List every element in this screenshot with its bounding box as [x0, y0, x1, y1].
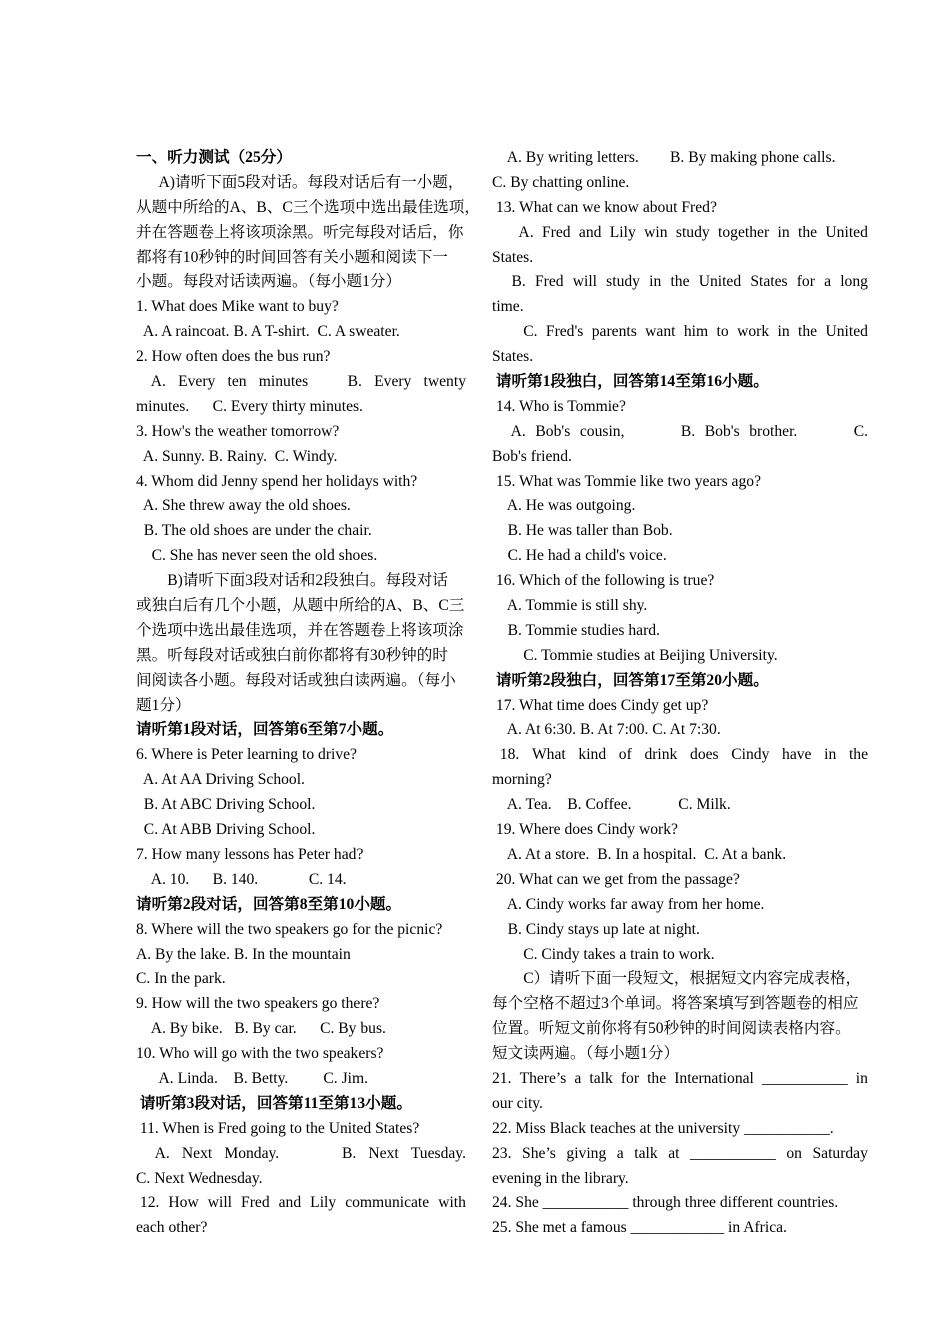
word: Saturday	[812, 1144, 868, 1162]
text-line	[492, 221, 868, 246]
text-line: C. By chatting online.	[492, 173, 630, 191]
text-line: 从题中所给的A、B、C三个选项中选出最佳选项，	[136, 198, 480, 216]
text-line: 或独白后有几个小题，从题中所给的A、B、C三	[136, 597, 465, 615]
text-line: 题1分）	[136, 696, 191, 714]
text-line: B. At ABC Driving School.	[136, 796, 316, 814]
text-line: A. A raincoat. B. A T-shirt. C. A sweater.	[136, 323, 400, 341]
word: communicate	[345, 1194, 430, 1212]
text-line: C. In the park.	[136, 970, 226, 988]
text-line	[492, 1067, 868, 1092]
word: study	[675, 223, 710, 241]
word: Monday.	[224, 1144, 280, 1162]
text-line: B. Cindy stays up late at night.	[492, 920, 700, 938]
text-line: A. At a store. B. In a hospital. C. At a bank.	[492, 845, 787, 863]
text-line: 请听第3段对话，回答第11至第13小题。	[136, 1094, 412, 1112]
text-line	[492, 320, 868, 345]
text-line: minutes. C. Every thirty minutes.	[136, 397, 363, 415]
text-line: 24. She ___________ through three different countries.	[492, 1194, 839, 1212]
text-line: each other?	[136, 1219, 208, 1237]
word: have	[782, 746, 812, 764]
text-line: 2. How often does the bus run?	[136, 348, 331, 366]
left-column	[136, 146, 480, 1241]
text-line: 7. How many lessons has Peter had?	[136, 845, 364, 863]
word: Every	[374, 373, 412, 391]
word: for	[620, 1069, 640, 1087]
word: Fred	[534, 273, 564, 291]
text-line: A. Tommie is still shy.	[492, 597, 648, 615]
text-line: 请听第1段对话，回答第6至第7小题。	[136, 721, 394, 739]
word: minutes	[258, 373, 309, 391]
word: work	[737, 323, 770, 341]
word: will	[207, 1194, 233, 1212]
text-line: 每个空格不超过3个单词。将答案填写到答题卷的相应	[492, 995, 859, 1013]
word: Bob's	[704, 422, 740, 440]
text-line: 间阅读各小题。每段对话或独白读两遍。（每小	[136, 671, 456, 689]
text-line: time.	[492, 298, 524, 316]
word: drink	[644, 746, 678, 764]
text-line: 1. What does Mike want to buy?	[136, 298, 339, 316]
word: Lily	[310, 1194, 337, 1212]
word: and	[578, 223, 602, 241]
word: Next	[181, 1144, 213, 1162]
text-line: 4. Whom did Jenny spend her holidays with?	[136, 472, 418, 490]
word: International	[674, 1069, 754, 1087]
text-line: A. At 6:30. B. At 7:00. C. At 7:30.	[492, 721, 721, 739]
word: 12.	[136, 1194, 160, 1212]
text-line: 并在答题卷上将该项涂黑。听完每段对话后，你	[136, 223, 464, 241]
word: the	[798, 223, 818, 241]
word: Fred	[241, 1194, 270, 1212]
text-line: evening in the library.	[492, 1169, 629, 1187]
word: Next	[368, 1144, 399, 1162]
text-line: 20. What can we get from the passage?	[492, 870, 740, 888]
word: and	[278, 1194, 302, 1212]
text-line: States.	[492, 248, 534, 266]
word: brother.	[749, 422, 798, 440]
text-line: 个选项中选出最佳选项，并在答题卷上将该项涂	[136, 621, 464, 639]
word: Tuesday.	[410, 1144, 466, 1162]
text-line: 19. Where does Cindy work?	[492, 821, 678, 839]
text-line: Bob's friend.	[492, 447, 572, 465]
text-line: 都将有10秒钟的时间回答有关小题和阅读下一	[136, 248, 448, 266]
word: What	[531, 746, 566, 764]
word: Fred's	[545, 323, 584, 341]
text-line: 请听第2段对话，回答第8至第10小题。	[136, 895, 402, 913]
text-line: A. Tea. B. Coffee. C. Milk.	[492, 796, 731, 814]
word: cousin,	[579, 422, 625, 440]
text-line: A)请听下面5段对话。每段对话后有一小题，	[136, 173, 464, 191]
word: Cindy	[731, 746, 770, 764]
word: 18.	[492, 746, 520, 764]
word: United	[698, 273, 742, 291]
text-line: 小题。每段对话读两遍。（每小题1分）	[136, 273, 402, 291]
word: want	[645, 323, 676, 341]
text-line: C. Tommie studies at Beijing University.	[492, 646, 778, 664]
word: B.	[492, 273, 526, 291]
text-line: A. At AA Driving School.	[136, 771, 305, 789]
text-line: 6. Where is Peter learning to drive?	[136, 746, 357, 764]
word: parents	[591, 323, 637, 341]
word: with	[438, 1194, 466, 1212]
word: talk	[589, 1069, 613, 1087]
word: the	[670, 273, 690, 291]
text-line	[136, 370, 466, 395]
text-line: A. By the lake. B. In the mountain	[136, 945, 351, 963]
text-line: B. Tommie studies hard.	[492, 621, 660, 639]
text-line: 9. How will the two speakers go there?	[136, 995, 380, 1013]
word: How	[168, 1194, 199, 1212]
word: together	[718, 223, 770, 241]
word: United	[825, 223, 868, 241]
word: A.	[492, 422, 526, 440]
word: the	[798, 323, 818, 341]
word: States	[750, 273, 788, 291]
text-line: 位置。听短文前你将有50秒钟的时间阅读表格内容。	[492, 1020, 851, 1038]
word: talk	[634, 1144, 658, 1162]
text-line: B. He was taller than Bob.	[492, 522, 673, 540]
text-line	[492, 270, 868, 295]
text-line: 3. How's the weather tomorrow?	[136, 422, 340, 440]
text-line: 17. What time does Cindy get up?	[492, 696, 709, 714]
text-line: A. He was outgoing.	[492, 497, 636, 515]
word: B.	[634, 422, 696, 440]
text-line: A. Cindy works far away from her home.	[492, 895, 765, 913]
text-line: 8. Where will the two speakers go for the picnic?	[136, 920, 443, 938]
word: There’s	[519, 1069, 567, 1087]
text-line: 11. When is Fred going to the United States?	[136, 1119, 420, 1137]
word: Bob's	[535, 422, 571, 440]
text-line: 16. Which of the following is true?	[492, 572, 715, 590]
text-line: 15. What was Tommie like two years ago?	[492, 472, 761, 490]
word: ___________	[761, 1069, 848, 1087]
text-line: 黑。听每段对话或独白前你都将有30秒钟的时	[136, 646, 448, 664]
text-line: 22. Miss Black teaches at the university ___________.	[492, 1119, 834, 1137]
text-line: C. Next Wednesday.	[136, 1169, 263, 1187]
word: ___________	[690, 1144, 776, 1162]
word: 21.	[492, 1069, 512, 1087]
word: in	[777, 223, 790, 241]
word: at	[668, 1144, 680, 1162]
word: United	[825, 323, 868, 341]
text-line: A. By bike. B. By car. C. By bus.	[136, 1020, 386, 1038]
text-line	[492, 420, 868, 445]
word: twenty	[423, 373, 466, 391]
text-line: B. The old shoes are under the chair.	[136, 522, 372, 540]
text-line: 14. Who is Tommie?	[492, 397, 626, 415]
word: She’s	[522, 1144, 556, 1162]
word: in	[777, 323, 790, 341]
text-line	[492, 743, 868, 768]
word: giving	[566, 1144, 607, 1162]
word: A.	[136, 1144, 170, 1162]
word: Every	[178, 373, 216, 391]
word: him	[683, 323, 709, 341]
word: of	[618, 746, 632, 764]
text-line: 请听第2段独白，回答第17至第20小题。	[492, 671, 769, 689]
word: a	[616, 1144, 624, 1162]
word: B.	[291, 1144, 357, 1162]
text-line: 13. What can we know about Fred?	[492, 198, 717, 216]
word: will	[572, 273, 597, 291]
word: Lily	[609, 223, 636, 241]
text-line: C. He had a child's voice.	[492, 547, 667, 565]
word: B.	[320, 373, 362, 391]
word: win	[644, 223, 668, 241]
text-line: A. She threw away the old shoes.	[136, 497, 351, 515]
text-line: 请听第1段独白，回答第14至第16小题。	[492, 373, 769, 391]
word: C.	[492, 323, 538, 341]
word: in	[824, 746, 837, 764]
text-line	[136, 1142, 466, 1167]
text-line: A. Linda. B. Betty. C. Jim.	[136, 1069, 369, 1087]
word: a	[824, 273, 832, 291]
text-line: A. By writing letters. B. By making phone calls.	[492, 149, 836, 166]
word: does	[690, 746, 719, 764]
word: ten	[227, 373, 247, 391]
word: A.	[136, 373, 166, 391]
word: on	[786, 1144, 802, 1162]
text-line: C. At ABB Driving School.	[136, 821, 316, 839]
word: to	[716, 323, 729, 341]
word: study	[606, 273, 640, 291]
word: A.	[492, 223, 534, 241]
word: a	[574, 1069, 582, 1087]
word: in	[855, 1069, 868, 1087]
word: for	[796, 273, 815, 291]
word: 23.	[492, 1144, 512, 1162]
text-line: States.	[492, 348, 534, 366]
right-column	[492, 146, 868, 1241]
word: C.	[806, 422, 868, 440]
word: in	[649, 273, 662, 291]
word: the	[647, 1069, 667, 1087]
text-line: our city.	[492, 1094, 543, 1112]
text-line: C. She has never seen the old shoes.	[136, 547, 378, 565]
text-line	[136, 1191, 466, 1216]
word: Fred	[541, 223, 571, 241]
text-line: 10. Who will go with the two speakers?	[136, 1045, 384, 1063]
word: kind	[578, 746, 607, 764]
text-line: morning?	[492, 771, 552, 789]
text-line: A. 10. B. 140. C. 14.	[136, 870, 347, 888]
text-line: C. Cindy takes a train to work.	[492, 945, 715, 963]
text-line	[492, 1142, 868, 1167]
text-line: 一、听力测试（25分）	[136, 149, 292, 166]
text-line: 25. She met a famous ____________ in Africa.	[492, 1219, 787, 1237]
word: the	[848, 746, 868, 764]
text-line: B)请听下面3段对话和2段独白。每段对话	[136, 572, 448, 590]
text-line: C）请听下面一段短文，根据短文内容完成表格，	[492, 970, 862, 988]
word: long	[840, 273, 868, 291]
text-line: 短文读两遍。（每小题1分）	[492, 1045, 680, 1063]
text-line: A. Sunny. B. Rainy. C. Windy.	[136, 447, 338, 465]
